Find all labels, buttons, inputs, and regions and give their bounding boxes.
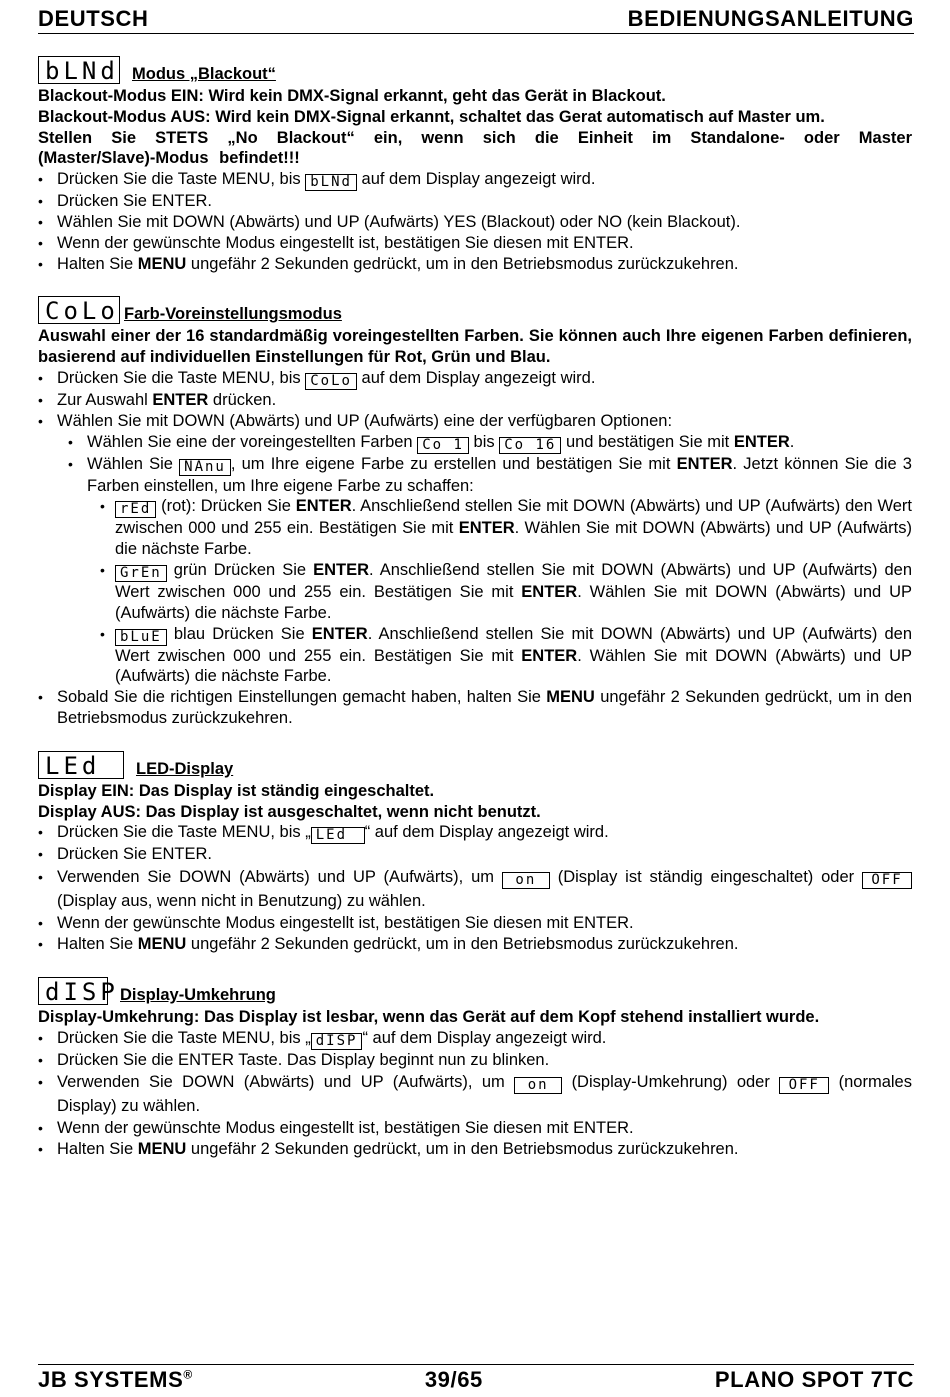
- section-heading: Modus „Blackout“: [132, 65, 276, 83]
- lcd-display-icon: dISP: [38, 977, 108, 1005]
- instruction-list: [38, 368, 912, 729]
- section-title-display-invert: [38, 977, 912, 1005]
- lcd-display-icon: bLNd: [38, 56, 120, 84]
- header-language: DEUTSCH: [38, 6, 149, 31]
- section-heading: Farb-Voreinstellungsmodus: [124, 305, 342, 324]
- bold-paragraph: Auswahl einer der 16 standardmäßig voreingestellten Farben. Sie können auch Ihre eigenen Farben definieren, basierend auf individuellen Einstellungen für Rot, Grün und Blau.: [38, 327, 912, 367]
- list-item: • Halten Sie MENU ungefähr 2 Sekunden gedrückt, um in den Betriebsmodus zurückzukehren.: [38, 934, 912, 955]
- section-title-color: [38, 296, 912, 324]
- list-item: • Drücken Sie die ENTER Taste. Das Display beginnt nun zu blinken.: [38, 1050, 912, 1071]
- section-title-led: [38, 751, 912, 779]
- section-heading: LED-Display: [136, 759, 234, 778]
- list-item: • Halten Sie MENU ungefähr 2 Sekunden gedrückt, um in den Betriebsmodus zurückzukehren.: [38, 254, 912, 275]
- lcd-display-icon: Co 1: [417, 437, 469, 454]
- list-item: • Drücken Sie ENTER.: [38, 191, 912, 212]
- lcd-display-icon: Co 16: [499, 437, 561, 454]
- list-item: • Drücken Sie die Taste MENU, bis „ dISP “ auf dem Display angezeigt wird.: [38, 1028, 912, 1050]
- bold-paragraph: Stellen Sie STETS „No Blackout“ ein, wenn sich die Einheit im Standalone- oder Master (Master/Slave)-Modus befindet!!!: [38, 128, 912, 168]
- list-item: • Drücken Sie ENTER.: [38, 844, 912, 865]
- lcd-display-icon: dISP: [311, 1033, 363, 1050]
- instruction-list: [38, 1028, 912, 1160]
- list-item: • bLuE blau Drücken Sie ENTER. Anschließend stellen Sie mit DOWN (Abwärts) und UP (Aufwärts) den Wert zwischen 000 und 255 ein. Bestätigen Sie mit ENTER. Wählen Sie mit DOWN (Abwärts) und UP (Aufwärts) die nächste Farbe.: [38, 624, 912, 688]
- list-item: • GrEn grün Drücken Sie ENTER. Anschließend stellen Sie mit DOWN (Abwärts) und UP (Aufwärts) den Wert zwischen 000 und 255 ein. Bestätigen Sie mit ENTER. Wählen Sie mit DOWN (Abwärts) und UP (Aufwärts) die nächste Farbe.: [38, 560, 912, 624]
- list-item: • Wenn der gewünschte Modus eingestellt ist, bestätigen Sie diesen mit ENTER.: [38, 913, 912, 934]
- list-item: • Wenn der gewünschte Modus eingestellt ist, bestätigen Sie diesen mit ENTER.: [38, 1118, 912, 1139]
- lcd-display-icon: on: [514, 1077, 562, 1094]
- list-item: • Wählen Sie eine der voreingestellten Farben Co 1 bis Co 16 und bestätigen Sie mit ENTER.: [38, 432, 912, 454]
- list-item: • Zur Auswahl ENTER drücken.: [38, 390, 912, 411]
- section-title-blackout: [38, 56, 912, 84]
- footer-product: PLANO SPOT 7TC: [714, 1367, 914, 1392]
- list-item: • Verwenden Sie DOWN (Abwärts) und UP (Aufwärts), um on (Display ist ständig eingeschaltet) oder OFF (Display aus, wenn nicht in Benutzung) zu wählen.: [38, 865, 912, 913]
- lcd-display-icon: NAnu: [179, 459, 231, 476]
- page-content: [38, 56, 912, 1160]
- section-heading: Display-Umkehrung: [120, 985, 276, 1004]
- list-item: • rEd (rot): Drücken Sie ENTER. Anschließend stellen Sie mit DOWN (Abwärts) und UP (Aufwärts) den Wert zwischen 000 und 255 ein. Bestätigen Sie mit ENTER. Wählen Sie mit DOWN (Abwärts) und UP (Aufwärts) die nächste Farbe.: [38, 496, 912, 560]
- lcd-display-icon: LEd: [311, 827, 365, 844]
- lcd-display-icon: CoLo: [305, 373, 357, 390]
- list-item: • Sobald Sie die richtigen Einstellungen gemacht haben, halten Sie MENU ungefähr 2 Sekunden gedrückt, um in den Betriebsmodus zurückzukehren.: [38, 687, 912, 729]
- page-header: [38, 2, 914, 34]
- list-item: • Wählen Sie mit DOWN (Abwärts) und UP (Aufwärts) eine der verfügbaren Optionen:: [38, 411, 912, 432]
- list-item: • Verwenden Sie DOWN (Abwärts) und UP (Aufwärts), um on (Display-Umkehrung) oder OFF (normales Display) zu wählen.: [38, 1070, 912, 1118]
- list-item: • Wenn der gewünschte Modus eingestellt ist, bestätigen Sie diesen mit ENTER.: [38, 233, 912, 254]
- list-item: • Drücken Sie die Taste MENU, bis CoLo auf dem Display angezeigt wird.: [38, 368, 912, 390]
- lcd-display-icon: OFF: [862, 872, 912, 889]
- list-item: • Drücken Sie die Taste MENU, bis „ LEd “ auf dem Display angezeigt wird.: [38, 822, 912, 844]
- page-footer: [38, 1364, 914, 1395]
- list-item: • Wählen Sie NAnu , um Ihre eigene Farbe zu erstellen und bestätigen Sie mit ENTER. Jetzt können Sie die 3 Farben einstellen, um Ihre eigene Farbe zu schaffen:: [38, 454, 912, 497]
- instruction-list: [38, 169, 912, 274]
- lcd-display-icon: GrEn: [115, 565, 167, 582]
- list-item: • Halten Sie MENU ungefähr 2 Sekunden gedrückt, um in den Betriebsmodus zurückzukehren.: [38, 1139, 912, 1160]
- lcd-display-icon: rEd: [115, 501, 156, 518]
- list-item: • Wählen Sie mit DOWN (Abwärts) und UP (Aufwärts) YES (Blackout) oder NO (kein Blackout).: [38, 212, 912, 233]
- bold-paragraph: Display-Umkehrung: Das Display ist lesbar, wenn das Gerät auf dem Kopf stehend installiert wurde.: [38, 1007, 820, 1026]
- bold-paragraph: Blackout-Modus AUS: Wird kein DMX-Signal erkannt, schaltet das Gerat automatisch auf Master um.: [38, 107, 825, 126]
- lcd-display-icon: bLNd: [305, 174, 357, 191]
- bold-paragraph: Display AUS: Das Display ist ausgeschaltet, wenn nicht benutzt.: [38, 802, 541, 821]
- bold-paragraph: Display EIN: Das Display ist ständig eingeschaltet.: [38, 781, 435, 800]
- lcd-display-icon: LEd: [38, 751, 124, 779]
- list-item: • Drücken Sie die Taste MENU, bis bLNd auf dem Display angezeigt wird.: [38, 169, 912, 191]
- lcd-display-icon: OFF: [779, 1077, 829, 1094]
- lcd-display-icon: on: [502, 872, 550, 889]
- lcd-display-icon: CoLo: [38, 296, 120, 324]
- page-number: 39/65: [424, 1367, 483, 1392]
- bold-paragraph: Blackout-Modus EIN: Wird kein DMX-Signal erkannt, geht das Gerät in Blackout.: [38, 87, 666, 105]
- header-doc-type: BEDIENUNGSANLEITUNG: [627, 6, 914, 31]
- instruction-list: [38, 822, 912, 954]
- lcd-display-icon: bLuE: [115, 629, 167, 646]
- footer-brand: JB SYSTEMS®: [38, 1367, 193, 1392]
